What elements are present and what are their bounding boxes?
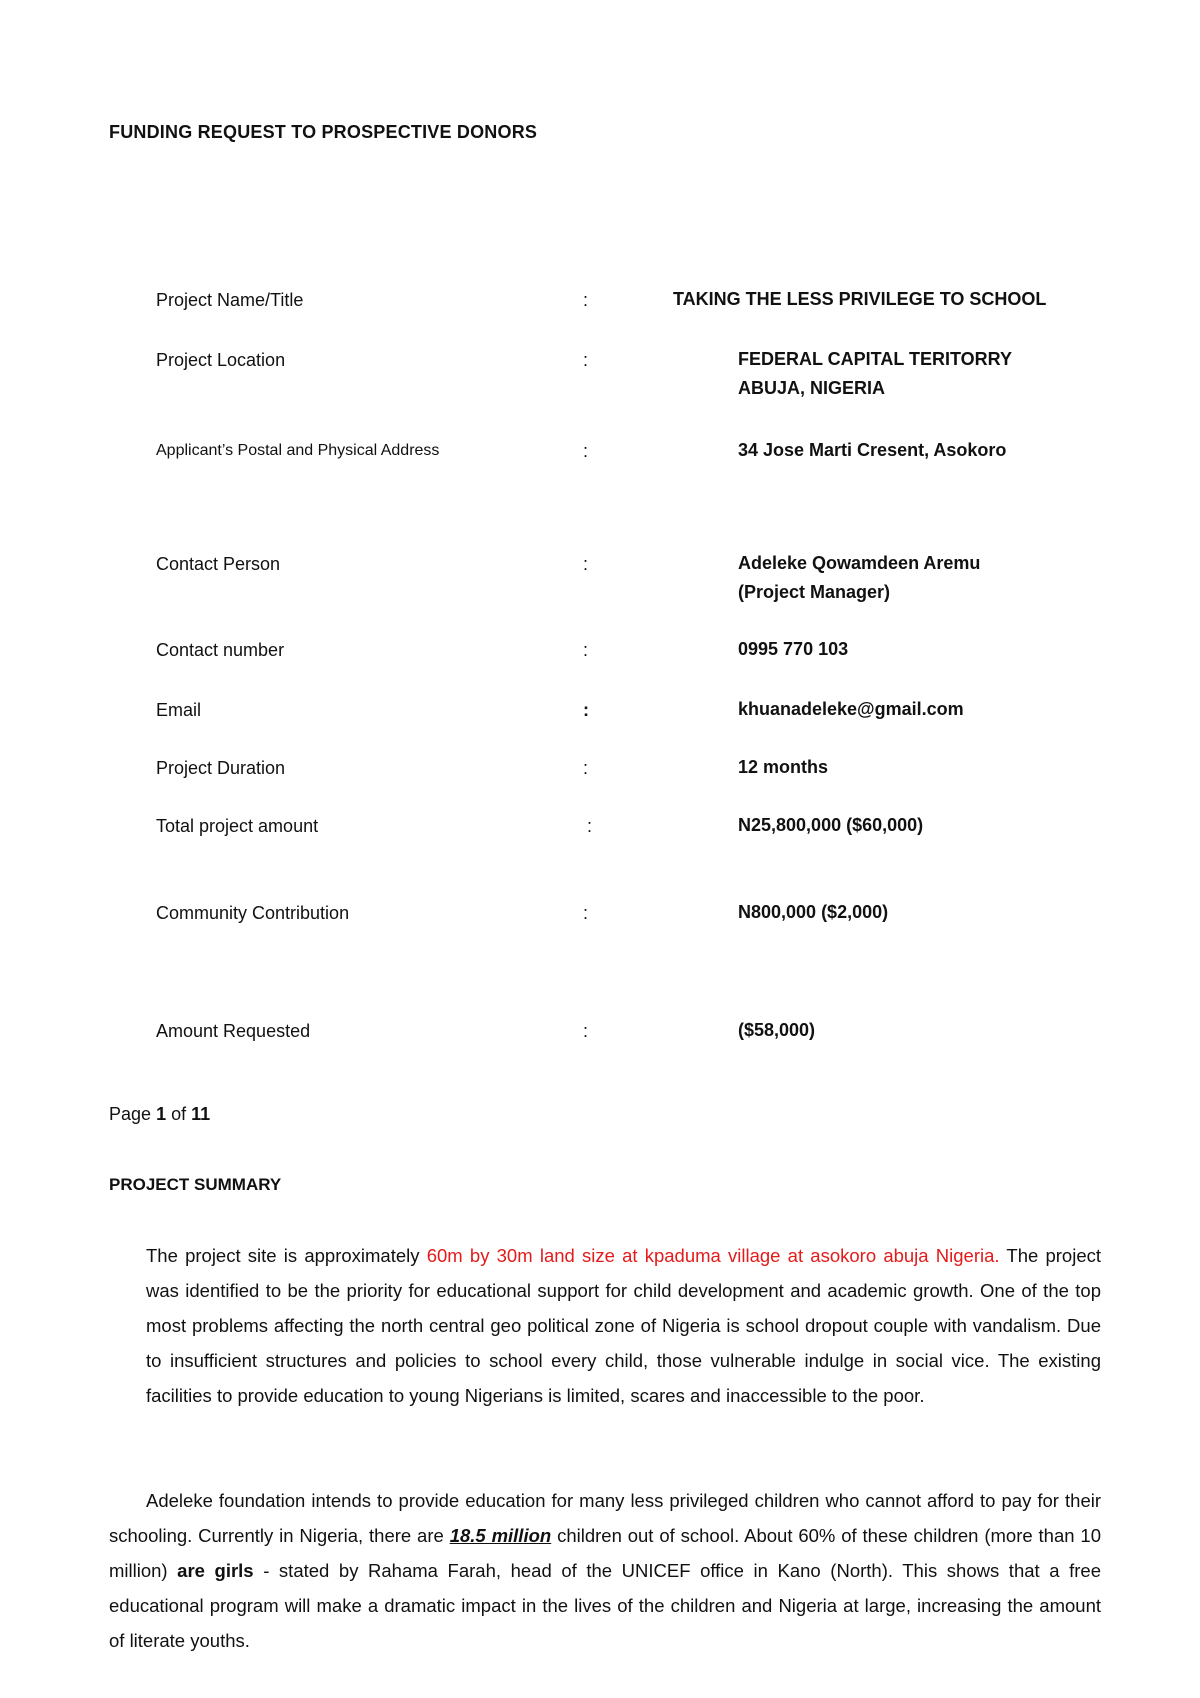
summary-p2-emphasis: 18.5 million	[449, 1525, 552, 1546]
colon-separator: :	[583, 441, 589, 461]
label-applicant-address: Applicant’s Postal and Physical Address	[156, 442, 440, 459]
summary-p2-bold: are girls	[177, 1560, 254, 1581]
label-amount-requested: Amount Requested	[156, 1021, 311, 1041]
summary-p2-text-a: Adeleke foundation intends to provide education for many less privileged children who cannot afford to pay for their schooling. Currently in Nigeria, there are	[109, 1490, 1101, 1546]
colon-separator: :	[583, 554, 589, 574]
value-amount-requested: ($58,000)	[738, 1020, 816, 1040]
summary-p2-text-c: - stated by Rahama Farah, head of the UNICEF office in Kano (North). This shows that a free educational program will make a dramatic impact in the lives of the children and Nigeria at large, increasing the amount of literate youths.	[109, 1560, 1101, 1651]
colon-separator: :	[583, 758, 589, 778]
value-applicant-address: 34 Jose Marti Cresent, Asokoro	[738, 440, 1007, 460]
value-community-contribution: N800,000 ($2,000)	[738, 902, 889, 922]
label-email: Email	[156, 700, 202, 720]
colon-separator: :	[583, 1021, 589, 1041]
colon-separator: :	[583, 903, 589, 923]
value-contact-number: 0995 770 103	[738, 639, 849, 659]
page-prefix: Page	[109, 1104, 152, 1124]
value-email: khuanadeleke@gmail.com	[738, 699, 964, 719]
colon-separator: :	[583, 350, 589, 370]
colon-separator: :	[583, 700, 589, 720]
summary-p1-highlight: 60m by 30m land size at kpaduma village at asokoro abuja Nigeria.	[426, 1245, 1000, 1266]
document-title: FUNDING REQUEST TO PROSPECTIVE DONORS	[109, 122, 538, 142]
label-project-name: Project Name/Title	[156, 290, 304, 310]
value-contact-person-line2: (Project Manager)	[738, 582, 891, 602]
label-project-location: Project Location	[156, 350, 286, 370]
page-current: 1	[156, 1104, 167, 1124]
value-project-location-line1: FEDERAL CAPITAL TERITORRY	[738, 349, 1013, 369]
page-total: 11	[191, 1104, 211, 1124]
value-total-project-amount: N25,800,000 ($60,000)	[738, 815, 924, 835]
value-project-location-line2: ABUJA, NIGERIA	[738, 378, 886, 398]
label-project-duration: Project Duration	[156, 758, 286, 778]
value-project-duration: 12 months	[738, 757, 829, 777]
section-heading-project-summary: PROJECT SUMMARY	[109, 1175, 282, 1194]
label-contact-number: Contact number	[156, 640, 285, 660]
page-indicator	[109, 1104, 210, 1125]
summary-p1-text-b: The project was identified to be the priority for educational support for child development and academic growth. One of the top most problems affecting the north central geo political zone of Nigeria is school dropout couple with vandalism. Due to insufficient structures and policies to school every child, those vulnerable indulge in social vice. The existing facilities to provide education to young Nigerians is limited, scares and inaccessible to the poor.	[146, 1245, 1101, 1406]
summary-p1-text-a: The project site is approximately	[146, 1245, 427, 1266]
summary-paragraph-2	[109, 1483, 1101, 1658]
summary-p2-text-b: children out of school. About 60% of these children (more than 10 million)	[109, 1525, 1101, 1581]
colon-separator: :	[587, 816, 593, 836]
page-of: of	[171, 1104, 187, 1124]
label-community-contribution: Community Contribution	[156, 903, 350, 923]
value-project-name: TAKING THE LESS PRIVILEGE TO SCHOOL	[673, 289, 1047, 309]
value-contact-person-line1: Adeleke Qowamdeen Aremu	[738, 553, 981, 573]
colon-separator: :	[583, 290, 589, 310]
colon-separator: :	[583, 640, 589, 660]
label-contact-person: Contact Person	[156, 554, 281, 574]
label-total-project-amount: Total project amount	[156, 816, 319, 836]
summary-paragraph-1	[109, 1238, 1101, 1413]
